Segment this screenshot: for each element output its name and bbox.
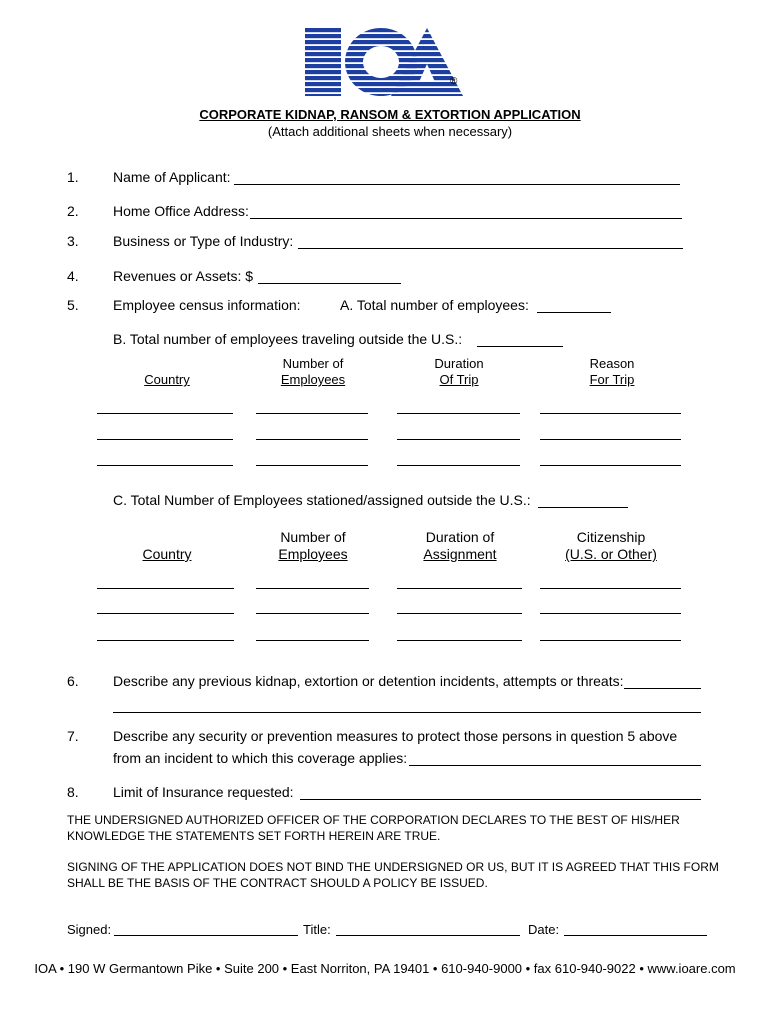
c-col-citizenship-line2: (U.S. or Other) <box>565 546 657 562</box>
signed-label: Signed: <box>67 922 112 937</box>
c-col-number <box>249 529 377 563</box>
title-label: Title: <box>303 922 331 937</box>
b-row1-duration[interactable] <box>397 413 520 414</box>
b-row3-reason[interactable] <box>540 465 681 466</box>
ioa-logo <box>305 28 463 96</box>
b-row2-number[interactable] <box>256 439 368 440</box>
b-col-number-line2: Employees <box>280 372 346 387</box>
b-col-number-line1: Number of <box>282 356 344 371</box>
q5c-label: C. Total Number of Employees stationed/assigned outside the U.S.: <box>113 492 531 508</box>
c-col-duration-line2: Assignment <box>423 546 497 562</box>
q3-field[interactable] <box>298 248 683 249</box>
c-col-citizenship <box>540 529 682 563</box>
q5a-label: A. Total number of employees: <box>340 297 529 313</box>
date-label: Date: <box>528 922 560 937</box>
q7-field[interactable] <box>409 765 701 766</box>
b-row2-reason[interactable] <box>540 439 681 440</box>
c-row1-duration[interactable] <box>397 588 522 589</box>
q5b-label: B. Total number of employees traveling outside the U.S.: <box>113 331 463 347</box>
c-col-citizenship-line1: Citizenship <box>576 529 646 545</box>
q1-label: Name of Applicant: <box>113 169 231 185</box>
title-field[interactable] <box>336 935 520 936</box>
c-row2-country[interactable] <box>97 613 234 614</box>
b-col-reason-line2: For Trip <box>589 372 635 387</box>
q7-number: 7. <box>67 728 79 744</box>
c-row2-number[interactable] <box>256 613 369 614</box>
page-title: CORPORATE KIDNAP, RANSOM & EXTORTION APPLICATION <box>199 107 581 122</box>
b-col-duration <box>399 356 519 388</box>
q8-number: 8. <box>67 784 79 800</box>
c-col-duration <box>394 529 526 563</box>
b-row2-duration[interactable] <box>397 439 520 440</box>
b-row3-number[interactable] <box>256 465 368 466</box>
c-row3-number[interactable] <box>256 640 369 641</box>
b-row3-country[interactable] <box>97 465 233 466</box>
q3-label: Business or Type of Industry: <box>113 233 294 249</box>
b-row2-country[interactable] <box>97 439 233 440</box>
c-col-number-line2: Employees <box>278 546 348 562</box>
c-row1-citizenship[interactable] <box>540 588 681 589</box>
q3-number: 3. <box>67 233 79 249</box>
q6-label: Describe any previous kidnap, extortion or detention incidents, attempts or threats: <box>113 673 624 689</box>
q8-field[interactable] <box>300 799 701 800</box>
declaration-line1: THE UNDERSIGNED AUTHORIZED OFFICER OF THE CORPORATION DECLARES TO THE BEST OF HIS/HER <box>67 813 680 827</box>
q5-number: 5. <box>67 297 79 313</box>
c-row3-citizenship[interactable] <box>540 640 681 641</box>
b-col-duration-line1: Duration <box>434 356 484 371</box>
registered-mark: ® <box>450 76 458 87</box>
q5a-field[interactable] <box>537 312 611 313</box>
c-row2-citizenship[interactable] <box>540 613 681 614</box>
date-field[interactable] <box>564 935 707 936</box>
b-col-country: Country <box>144 372 190 387</box>
c-row1-country[interactable] <box>97 588 234 589</box>
q6-field-2[interactable] <box>113 712 701 713</box>
b-col-duration-line2: Of Trip <box>439 372 479 387</box>
footer-address: IOA • 190 W Germantown Pike • Suite 200 • East Norriton, PA 19401 • 610-940-9000 • fax 610-940-9022 • www.ioare.com <box>34 961 736 976</box>
q5-label: Employee census information: <box>113 297 301 313</box>
q1-number: 1. <box>67 169 79 185</box>
signed-field[interactable] <box>114 935 298 936</box>
q6-field-1[interactable] <box>624 688 701 689</box>
page-subtitle: (Attach additional sheets when necessary) <box>267 124 513 139</box>
q7-line2: from an incident to which this coverage applies: <box>113 750 408 766</box>
b-col-reason <box>552 356 672 388</box>
b-row1-country[interactable] <box>97 413 233 414</box>
q2-number: 2. <box>67 203 79 219</box>
b-row1-number[interactable] <box>256 413 368 414</box>
ioa-logo-graphic <box>305 28 463 96</box>
b-col-reason-line1: Reason <box>589 356 635 371</box>
c-row3-country[interactable] <box>97 640 234 641</box>
signing-line1: SIGNING OF THE APPLICATION DOES NOT BIND THE UNDERSIGNED OR US, BUT IT IS AGREED THAT THIS FORM <box>67 860 719 874</box>
q5c-field[interactable] <box>538 507 628 508</box>
b-row1-reason[interactable] <box>540 413 681 414</box>
q4-field[interactable] <box>258 283 401 284</box>
c-row1-number[interactable] <box>256 588 369 589</box>
q8-label: Limit of Insurance requested: <box>113 784 294 800</box>
q6-number: 6. <box>67 673 79 689</box>
q1-field[interactable] <box>234 184 680 185</box>
q7-line1: Describe any security or prevention measures to protect those persons in question 5 above <box>113 728 678 744</box>
q4-label: Revenues or Assets: $ <box>113 268 254 284</box>
q4-number: 4. <box>67 268 79 284</box>
c-col-country: Country <box>142 546 192 562</box>
q5b-field[interactable] <box>477 346 563 347</box>
c-col-duration-line1: Duration of <box>425 529 495 545</box>
b-row3-duration[interactable] <box>397 465 520 466</box>
c-row2-duration[interactable] <box>397 613 522 614</box>
q2-field[interactable] <box>250 218 682 219</box>
c-col-number-line1: Number of <box>280 529 346 545</box>
signing-line2: SHALL BE THE BASIS OF THE CONTRACT SHOULD A POLICY BE ISSUED. <box>67 876 488 890</box>
b-col-number <box>253 356 373 388</box>
c-row3-duration[interactable] <box>397 640 522 641</box>
declaration-line2: KNOWLEDGE THE STATEMENTS SET FORTH HEREIN ARE TRUE. <box>67 829 441 843</box>
q2-label: Home Office Address: <box>113 203 249 219</box>
